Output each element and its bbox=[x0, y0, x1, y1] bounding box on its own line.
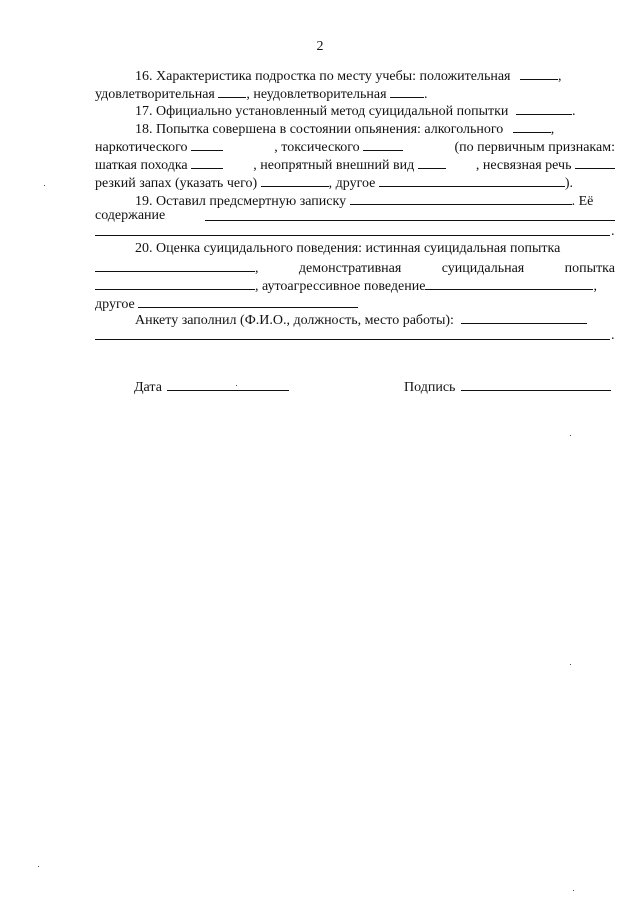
item-19-note-blank[interactable] bbox=[350, 191, 572, 205]
item-18-other-label: , другое bbox=[328, 176, 376, 191]
item-19-label: 19. Оставил предсмертную записку bbox=[135, 194, 347, 209]
item-18-speech-blank[interactable] bbox=[575, 155, 615, 169]
filled-by-period: . bbox=[611, 328, 615, 343]
item-18-speech-label: , несвязная речь bbox=[475, 158, 572, 173]
item-20-demonstrative-label: демонстративная bbox=[298, 261, 402, 276]
item-20-autoaggressive-blank[interactable] bbox=[425, 276, 593, 290]
signature-label: Подпись bbox=[404, 380, 456, 395]
date-blank[interactable] bbox=[167, 377, 289, 391]
item-20-suicidal-label: суицидальная bbox=[441, 261, 525, 276]
item-20-label: 20. Оценка суицидального поведения: истинная суицидальная попытка bbox=[135, 241, 561, 256]
item-20-other-blank[interactable] bbox=[138, 294, 358, 308]
item-20-line-2 bbox=[95, 258, 615, 276]
page-number: 2 bbox=[316, 39, 324, 54]
item-19-content-label: содержание bbox=[95, 208, 166, 223]
item-16-label: 16. Характеристика подростка по месту учебы: положительная bbox=[135, 69, 511, 84]
item-20-autoaggressive-label: , аутоагрессивное поведение bbox=[255, 279, 426, 294]
scan-speck bbox=[570, 435, 571, 436]
item-16-positive-blank[interactable] bbox=[520, 66, 558, 80]
item-18-smell-blank[interactable] bbox=[261, 173, 329, 187]
item-18-line-1 bbox=[135, 119, 615, 137]
item-18-other-blank[interactable] bbox=[379, 173, 565, 187]
item-18-line-3 bbox=[95, 155, 615, 173]
item-18-line-4 bbox=[95, 173, 615, 191]
period: . bbox=[571, 104, 576, 119]
item-18-smell-label: резкий запах (указать чего) bbox=[95, 176, 258, 191]
scan-speck bbox=[573, 890, 574, 891]
period: . bbox=[424, 87, 428, 102]
item-16-line-2 bbox=[95, 84, 615, 102]
item-16-satisfactory-blank[interactable] bbox=[218, 84, 246, 98]
item-20-true-attempt-blank[interactable] bbox=[95, 258, 255, 272]
filled-by-line bbox=[135, 310, 615, 328]
item-19-content-blank-1[interactable] bbox=[205, 220, 615, 221]
item-20-line-1 bbox=[135, 240, 615, 258]
item-19-tail: . Её bbox=[571, 194, 594, 209]
item-18-gait-label: шаткая походка bbox=[95, 158, 188, 173]
filled-by-label: Анкету заполнил (Ф.И.О., должность, место работы): bbox=[135, 313, 454, 328]
filled-by-blank-2[interactable] bbox=[95, 339, 610, 340]
date-field bbox=[134, 377, 289, 397]
item-17-line bbox=[135, 101, 615, 119]
item-20-other-label: другое bbox=[95, 297, 135, 312]
item-20-line-3 bbox=[95, 276, 615, 294]
item-18-line-2 bbox=[95, 137, 615, 155]
item-18-alcohol-blank[interactable] bbox=[513, 119, 551, 133]
item-18-appearance-label: , неопрятный внешний вид bbox=[253, 158, 415, 173]
comma: , bbox=[255, 261, 259, 276]
item-19-line-2 bbox=[95, 207, 615, 225]
item-19-period: . bbox=[611, 224, 615, 239]
item-20-attempt-label: попытка bbox=[564, 261, 615, 276]
item-18-signs-label: (по первичным признакам: bbox=[454, 140, 615, 155]
closing-paren: ). bbox=[564, 176, 574, 191]
scan-speck bbox=[44, 185, 45, 186]
scan-speck bbox=[570, 664, 571, 665]
comma: , bbox=[550, 122, 555, 137]
comma: , bbox=[593, 279, 597, 294]
date-label: Дата bbox=[134, 380, 162, 395]
item-16-line-1 bbox=[135, 66, 615, 84]
item-18-appearance-blank[interactable] bbox=[418, 155, 446, 169]
item-20-demonstrative-blank[interactable] bbox=[95, 276, 255, 290]
item-16-unsatisfactory-label: , неудовлетворительная bbox=[246, 87, 387, 102]
signature-blank[interactable] bbox=[461, 377, 611, 391]
item-19-content-blank-2[interactable] bbox=[95, 235, 610, 236]
item-18-gait-blank[interactable] bbox=[191, 155, 223, 169]
filled-by-blank-1[interactable] bbox=[461, 310, 587, 324]
item-18-label: 18. Попытка совершена в состоянии опьянения: алкогольного bbox=[135, 122, 504, 137]
item-17-method-blank[interactable] bbox=[516, 101, 572, 115]
item-18-narcotic-label: наркотического bbox=[95, 140, 188, 155]
item-18-toxic-blank[interactable] bbox=[363, 137, 403, 151]
item-18-narcotic-blank[interactable] bbox=[191, 137, 223, 151]
comma: , bbox=[558, 69, 562, 84]
item-16-unsatisfactory-blank[interactable] bbox=[390, 84, 424, 98]
item-17-label: 17. Официально установленный метод суицидальной попытки bbox=[135, 104, 509, 119]
signature-field bbox=[404, 377, 611, 397]
scan-speck bbox=[236, 385, 237, 386]
item-18-toxic-label: , токсического bbox=[274, 140, 360, 155]
scan-speck bbox=[38, 866, 39, 867]
item-16-satisfactory-label: удовлетворительная bbox=[95, 87, 215, 102]
